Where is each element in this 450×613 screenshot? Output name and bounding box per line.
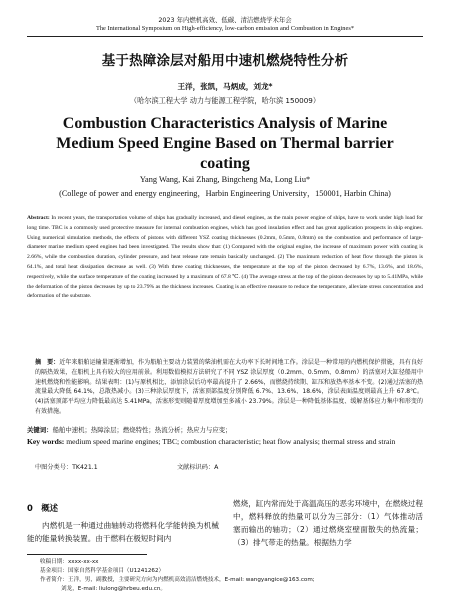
abstract-en-label: Abstract: [27,215,50,221]
classification-line [35,462,415,471]
document-code: 文献标识码：A [176,464,219,471]
footnote-author-info: 作者简介：王洋，男，副教授，主要研究方向为内燃机高效清洁燃烧技术，E-mail: wangyangice@163.com; [40,577,315,583]
footnote-received: 收稿日期：xxxx-xx-xx [40,559,99,565]
keywords-zh [27,425,423,435]
authors-en: Yang Wang, Kai Zhang, Bingcheng Ma, Long Liu* [139,175,311,184]
footnote-corresponding: 刘龙，E-mail: liulong@hrbeu.edu.cn。 [61,586,166,592]
abstract-zh-label: 摘 要： [35,359,60,366]
conference-title-en: The International Symposium on High-efficiency, low-carbon emission and Combustion in Engines* [95,25,355,32]
clc-number: 中图分类号：TK421.1 [35,464,98,471]
abstract-zh [35,358,423,417]
footnote-fund: 基金项目：国家自然科学基金项目（U1241262） [40,568,165,574]
conference-title-zh: 2023 年内燃机高效、低碳、清洁燃烧学术年会 [158,16,292,24]
footnote-rule [27,554,147,555]
affiliation-en: (College of power and energy engineering，Harbin Engineering University，150001, Harbin China) [59,189,391,198]
keywords-en-text: medium speed marine engines; TBC; combustion characteristic; heat flow analysis; thermal stress and strain [66,437,396,446]
paper-title-en: Combustion Characteristics Analysis of Marine Medium Speed Engine Based on Thermal barrier coating [56,115,394,172]
abstract-zh-text: 近年来船舶运输量逐渐增加，作为船舶主要动力装置的柴油机需在大功率下长时间地工作。涂层是一种常用的内燃机保护措施，具有良好的隔热效果，在船机上具有较大的应用前景。利用数值模拟方法研究了不同 YSZ 涂层厚度（0.2mm、0.5mm、0.8mm）的活塞对大缸径船用中速机燃烧和性能影响。结果表明：(1)与原机相比，添加涂层后功率最高提升了 2.66%，而燃烧持续期、缸压和放热率基本不变。(2)通过活塞的热流量最大降低 64.1%，总散热减小。(3)三种涂层厚度下，活塞顶部温度分别降低 6.7%、13.6%、18.6%，涂层表面温度则最高上升 67.8℃。(4)活塞顶部平均应力降低最高达 5.41MPa，活塞形变则随着厚度增加至多减小 23.79%。涂层是一种降低基体温度、缓解基体应力集中和形变的有效措施。 [35,359,423,415]
affiliation-zh: （哈尔滨工程大学 动力与能源工程学院，哈尔滨 150009） [129,96,321,105]
header-rule [27,36,423,37]
abstract-en-text: In recent years, the transportation volume of ships has gradually increased, and diesel engines, as the main power engine of ships, have to work under high load for long time. TBC is a commonly used protective measure for internal combustion engines, which has good insulation effect and has great application prospects in ship engines. Using numerical simulation methods, the effects of pistons with different YSZ coating thicknesses (0.2mm, 0.5mm, 0.8mm) on the combustion and performance of large-diameter marine medium speed engines had been investigated. The results show that: (1) Compared with the original engine, the increase of maximum power with coating is 2.66%, while the combustion duration, cylinder pressure, and heat release rate remain basically unchanged. (2) The maximum reduction of heat flow through the piston is 64.1%, and total heat dissipation decrease as well. (3) With three coating thicknesses, the temperature at the top of the piston decreased by 6.7%, 13.6%, and 18.6%, respectively, while the surface temperature of the coating increased by a maximum of 67.8 ℃. (4) The average stress at the top of the piston decreases by up to 5.41MPa, while the deformation of the piston decreases by up to 23.79% as the thickness increases. Coating is an effective measure to reduce the temperature, alleviate stress concentration and deformation of the substrate. [27,215,423,300]
section-heading: 0 概述 [27,503,58,513]
keywords-zh-label: 关键词： [27,426,53,434]
abstract-en [27,214,423,302]
keywords-en-label: Key words: [27,437,65,446]
authors-zh: 王洋，张凯，马炳成，刘龙* [177,82,273,91]
keywords-en [27,436,423,447]
keywords-zh-text: 船舶中速机；热障涂层；燃烧特性；热流分析；热应力与应变； [52,426,232,434]
body-text-left-column: 内燃机是一种通过曲轴转动将燃料化学能转换为机械能的能量转换装置。由于燃料在极短时间内 [27,521,219,543]
paper-title-zh: 基于热障涂层对船用中速机燃烧特性分析 [101,53,349,69]
body-text-right-column: 燃烧，缸内常而处于高温高压的恶劣环境中，在燃烧过程中，燃料释放的热量可以分为三部分：（1）气体推动活塞而输出的轴功；（2）通过燃烧室壁面散失的热流量；（3）排气带走的热量。根据热力学 [233,499,423,547]
